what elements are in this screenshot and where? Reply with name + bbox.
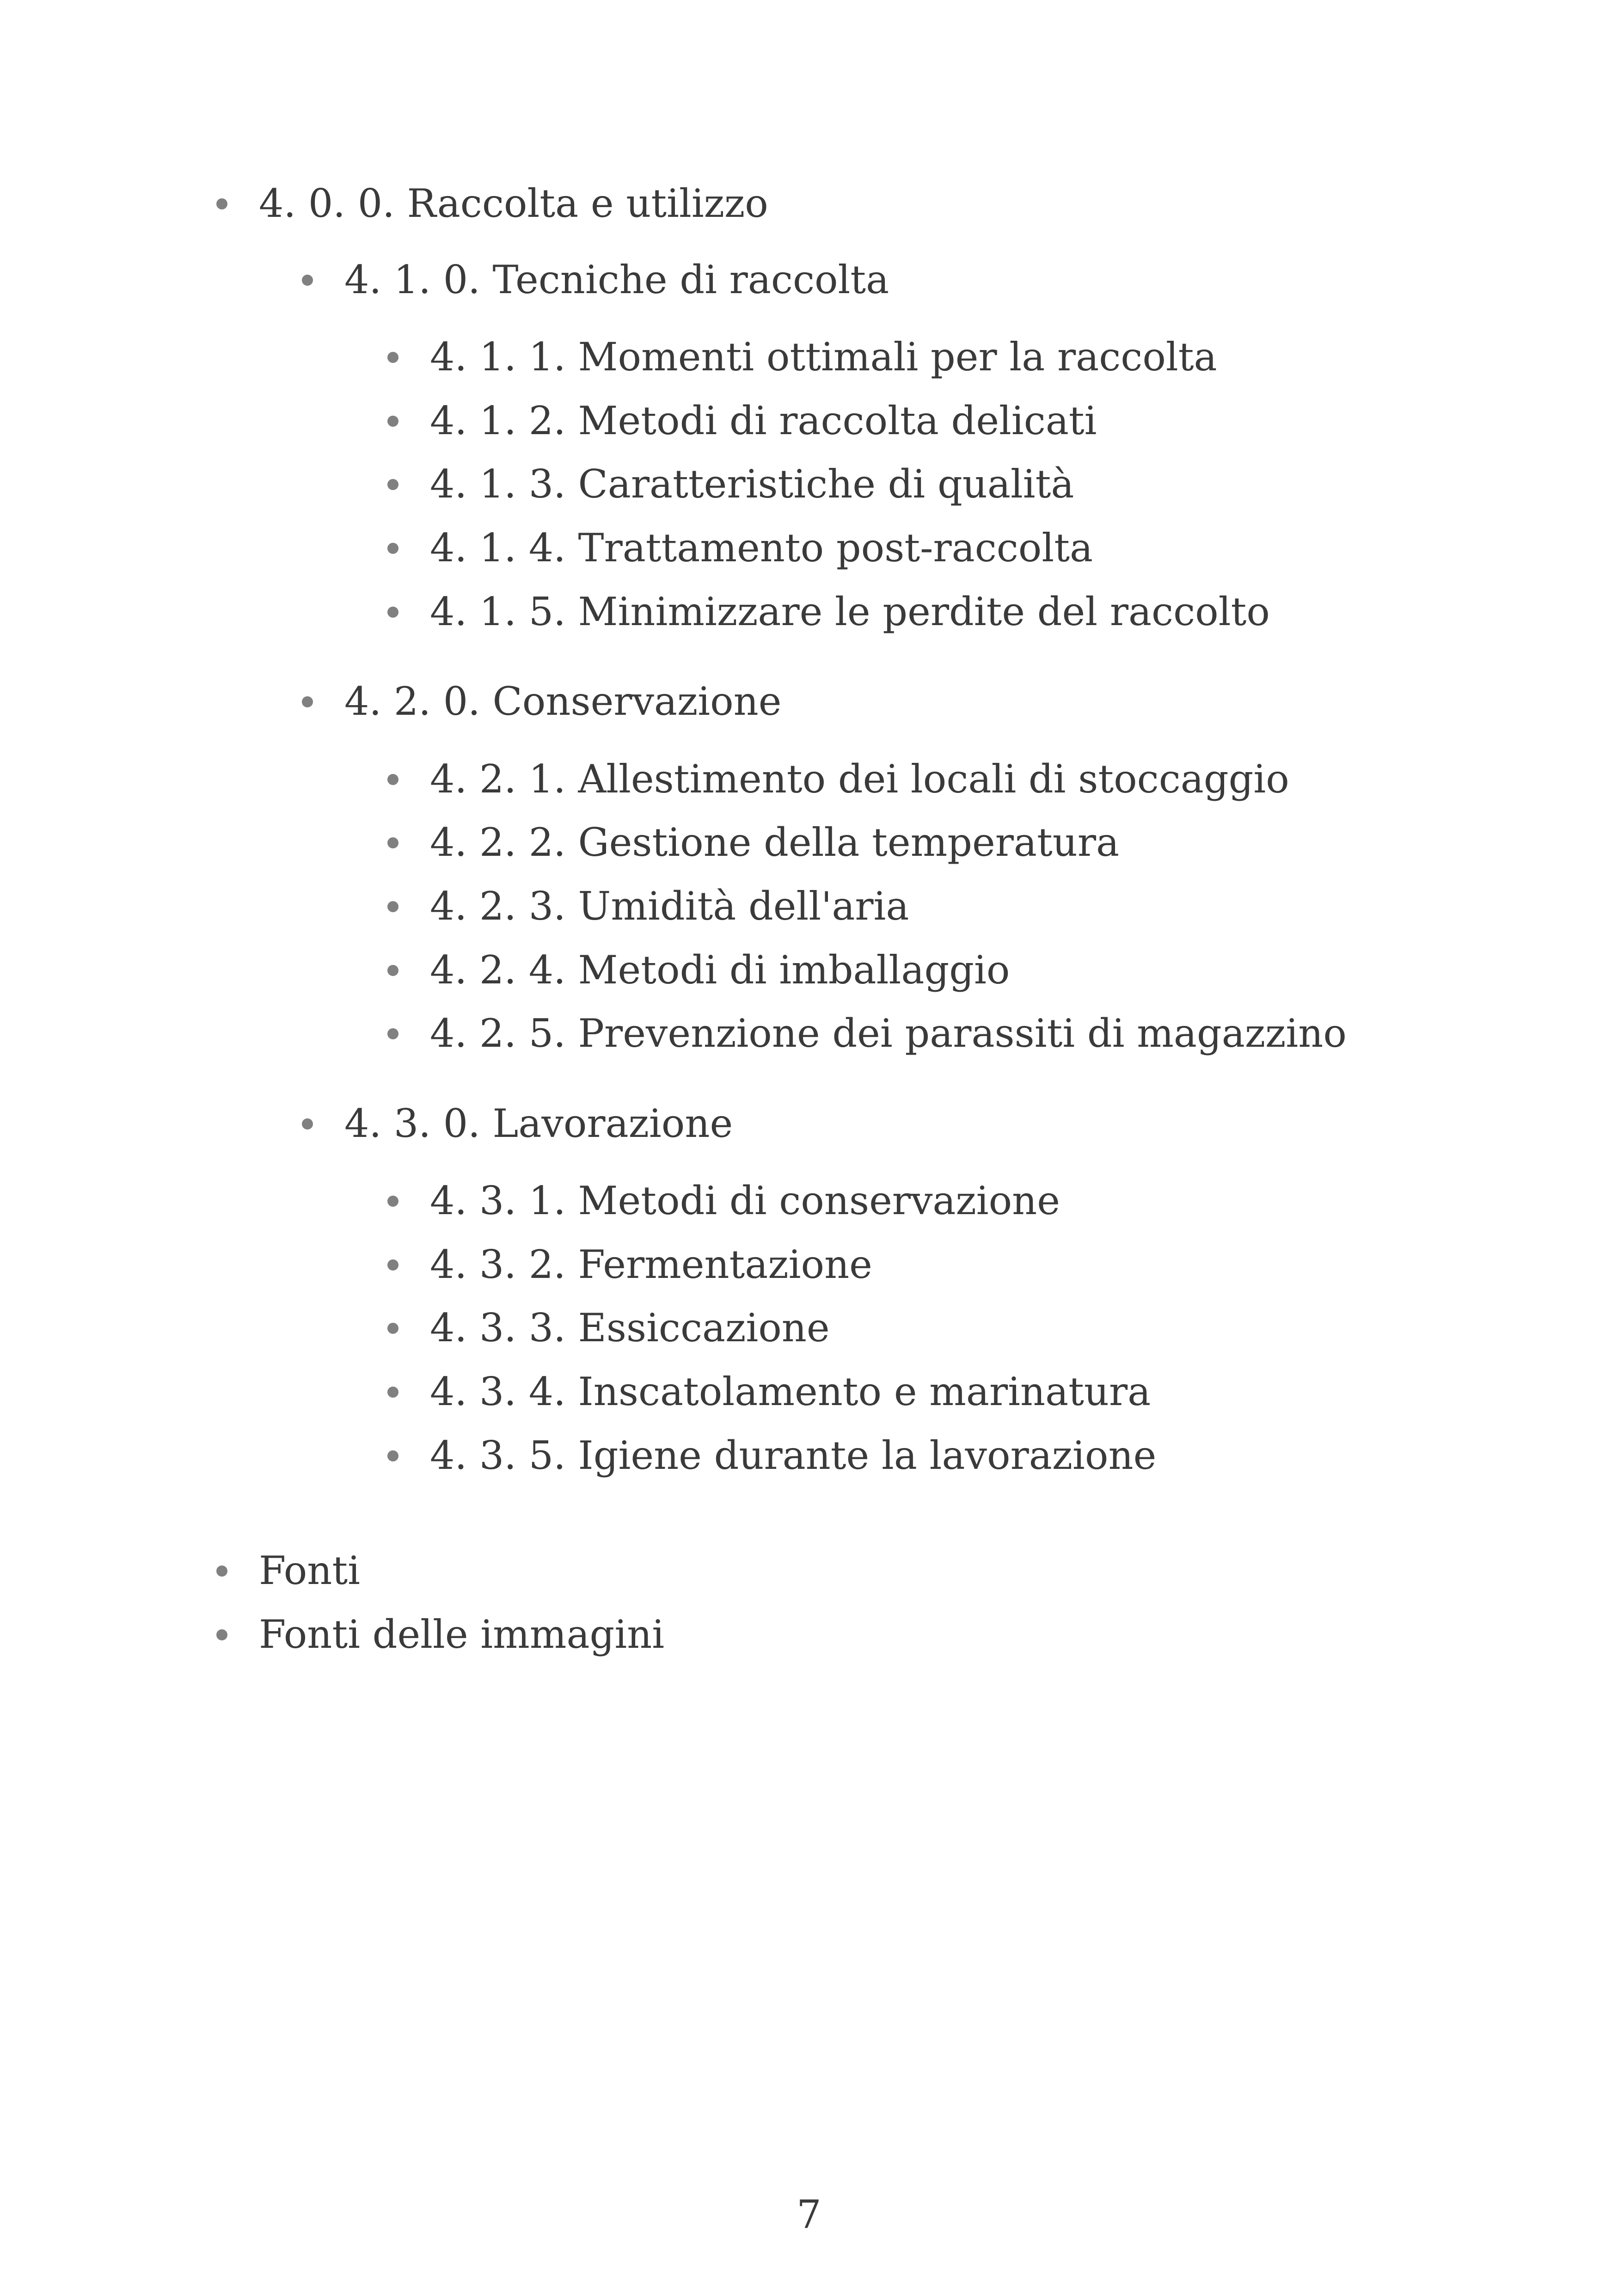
bullet-icon xyxy=(387,837,398,848)
toc-item-label: 4. 3. 5. Igiene durante la lavorazione xyxy=(430,1433,1157,1478)
bullet-icon xyxy=(387,1323,398,1334)
bullet-icon xyxy=(387,416,398,427)
toc-item xyxy=(430,1305,830,1351)
toc-item xyxy=(430,819,1119,866)
toc-item xyxy=(430,525,1093,571)
toc-item-label: 4. 3. 1. Metodi di conservazione xyxy=(430,1178,1060,1223)
toc-item xyxy=(430,1432,1156,1479)
page-number: 7 xyxy=(797,2192,821,2237)
bullet-icon xyxy=(302,696,313,707)
bullet-icon xyxy=(216,1565,227,1577)
bullet-icon xyxy=(387,543,398,554)
bullet-icon xyxy=(302,275,313,286)
toc-item xyxy=(259,1611,664,1658)
bullet-icon xyxy=(387,1450,398,1461)
toc-item-label: 4. 3. 2. Fermentazione xyxy=(430,1242,872,1287)
toc-item-label: 4. 1. 2. Metodi di raccolta delicati xyxy=(430,398,1097,443)
bullet-icon xyxy=(387,1259,398,1271)
toc-item xyxy=(430,1369,1151,1415)
toc-item-label: 4. 3. 0. Lavorazione xyxy=(344,1101,733,1146)
toc-item-label: 4. 2. 2. Gestione della temperatura xyxy=(430,820,1120,865)
toc-item xyxy=(430,589,1270,635)
bullet-icon xyxy=(387,1387,398,1398)
toc-item-label: 4. 3. 4. Inscatolamento e marinatura xyxy=(430,1369,1151,1414)
toc-item xyxy=(430,1241,872,1288)
toc-item-label: 4. 1. 4. Trattamento post-raccolta xyxy=(430,525,1093,571)
toc-item-label: Fonti delle immagini xyxy=(259,1612,665,1657)
bullet-icon xyxy=(387,607,398,618)
bullet-icon xyxy=(387,1028,398,1039)
toc-item xyxy=(430,756,1289,802)
toc-item-label: 4. 0. 0. Raccolta e utilizzo xyxy=(259,181,768,226)
toc-item xyxy=(430,398,1097,444)
toc-item xyxy=(430,1010,1347,1056)
toc-item xyxy=(430,334,1217,380)
toc-item xyxy=(344,257,889,303)
toc-item-label: 4. 1. 5. Minimizzare le perdite del raccolto xyxy=(430,589,1270,634)
toc-item-label: 4. 2. 1. Allestimento dei locali di stoccaggio xyxy=(430,756,1289,802)
toc-item-label: 4. 2. 4. Metodi di imballaggio xyxy=(430,947,1010,993)
toc-item xyxy=(344,1100,733,1147)
toc-item-label: 4. 1. 3. Caratteristiche di qualità xyxy=(430,461,1074,507)
toc-item xyxy=(259,1547,360,1594)
bullet-icon xyxy=(387,901,398,912)
toc-item xyxy=(259,180,768,227)
bullet-icon xyxy=(387,479,398,490)
bullet-icon xyxy=(387,965,398,976)
toc-item-label: Fonti xyxy=(259,1548,360,1593)
toc-item xyxy=(430,947,1010,993)
bullet-icon xyxy=(387,352,398,363)
toc-item-label: 4. 3. 3. Essiccazione xyxy=(430,1305,830,1351)
bullet-icon xyxy=(387,1196,398,1207)
toc-item xyxy=(430,1178,1060,1224)
toc-item xyxy=(344,678,782,724)
toc-item-label: 4. 1. 1. Momenti ottimali per la raccolta xyxy=(430,334,1217,380)
toc-item xyxy=(430,461,1074,507)
bullet-icon xyxy=(216,198,227,209)
bullet-icon xyxy=(387,774,398,785)
toc-item-label: 4. 2. 5. Prevenzione dei parassiti di magazzino xyxy=(430,1011,1347,1056)
toc-item-label: 4. 2. 3. Umidità dell'aria xyxy=(430,884,909,929)
bullet-icon xyxy=(302,1118,313,1130)
toc-item-label: 4. 2. 0. Conservazione xyxy=(344,679,782,724)
bullet-icon xyxy=(216,1629,227,1640)
toc-item xyxy=(430,883,909,929)
toc-item-label: 4. 1. 0. Tecniche di raccolta xyxy=(344,257,889,302)
